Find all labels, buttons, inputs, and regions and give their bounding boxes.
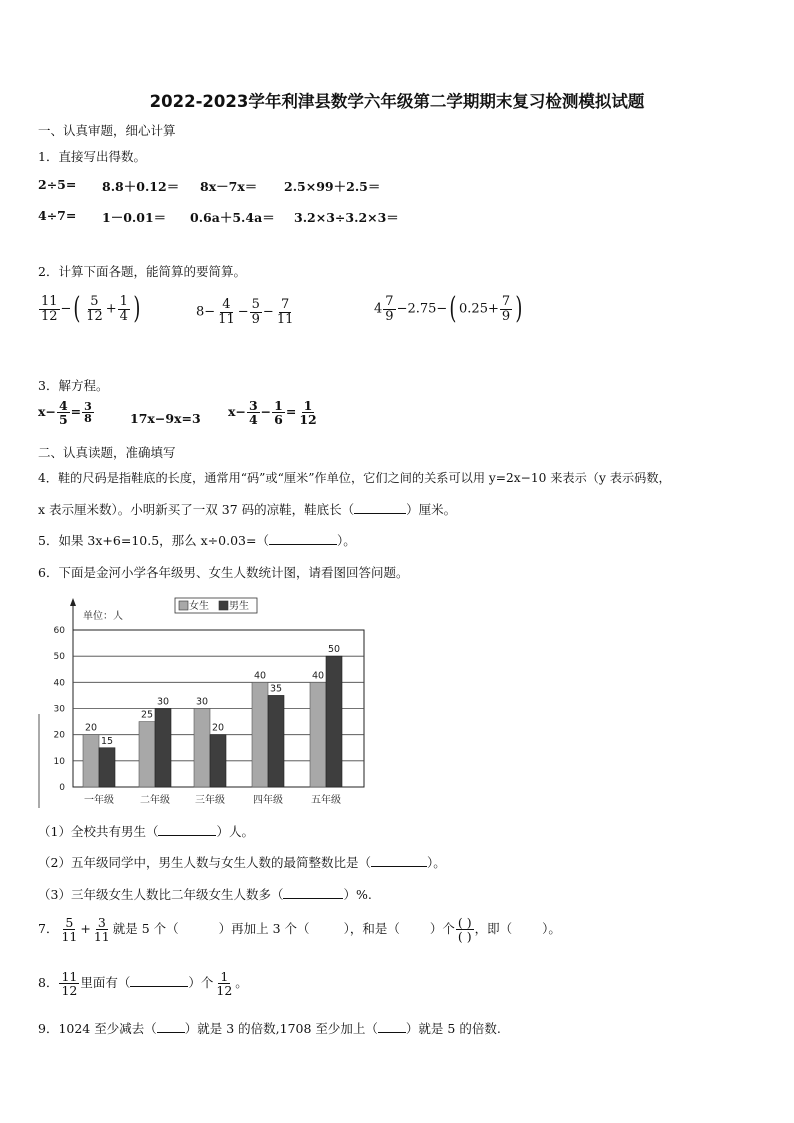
answer-blank[interactable] (158, 835, 216, 836)
question-1-label: 1．直接写出得数。 (38, 149, 146, 164)
legend-label-girls: 女生 (189, 601, 209, 612)
question-7: 7． $\frac{5}{11}$ + $\frac{3}{11}$ 就是 5 个（ ）再加上 3 个（ ），和是（ ）个 $\frac{( )}{( )}$ ，即（ ）。 (38, 915, 561, 945)
bar-girls (83, 735, 99, 787)
q1-r2-c2: 1－0.01＝ (102, 210, 167, 225)
bar-girls (252, 682, 268, 787)
question-2-label: 2．计算下面各题，能简算的要简算。 (38, 264, 246, 279)
q3-equation-2: 17x−9x=3 (130, 411, 201, 426)
data-label-girls: 40 (253, 670, 267, 682)
y-axis-arrow (70, 598, 76, 606)
page-title: 2022-2023学年利津县数学六年级第二学期期末复习检测模拟试题 (149, 92, 645, 111)
fraction: $\frac{4}{11}$ (218, 297, 235, 327)
fraction: $\frac{11}{12}$ (41, 293, 58, 324)
legend-label-boys: 男生 (229, 601, 249, 612)
data-label-girls: 25 (140, 709, 154, 721)
answer-blank[interactable] (378, 1032, 406, 1033)
q2-expression-2: 8− $\frac{4}{11}$ − $\frac{5}{9}$ − $\frac{7}{11}$ (196, 297, 294, 327)
y-unit-label: 单位：人 (83, 611, 123, 622)
q1-r1-c2: 8.8＋0.12＝ (102, 179, 180, 194)
answer-blank[interactable] (269, 544, 337, 545)
x-tick-label: 一年级 (84, 795, 114, 806)
fraction: $\frac{11}{12}$ (61, 969, 78, 999)
section-2-heading: 二、认真读题，准确填写 (38, 445, 176, 460)
fraction: $\frac{1}{12}$ (216, 969, 233, 999)
y-tick-label: 10 (53, 756, 65, 767)
x-tick-label: 五年级 (311, 795, 341, 806)
x-tick-label: 四年级 (253, 795, 283, 806)
legend-swatch-boys (219, 601, 228, 610)
question-4-line-1: 4．鞋的尺码是指鞋底的长度，通常用“码”或“厘米”作单位，它们之间的关系可以用 y=2x−10 来表示（y 表示码数， (38, 471, 671, 485)
fraction: $\frac{3}{8}$ (84, 399, 92, 426)
bar-girls (310, 682, 326, 787)
q1-r1-c3: 8x－7x＝ (200, 179, 258, 194)
fraction: $\frac{5}{12}$ (86, 293, 103, 324)
fraction-blank[interactable]: $\frac{( )}{( )}$ (457, 915, 472, 945)
question-5: 5．如果 3x+6=10.5，那么 x÷0.03=（ ）。 (38, 533, 356, 548)
data-label-girls: 30 (195, 696, 209, 708)
data-label-boys: 30 (156, 696, 170, 708)
answer-blank[interactable] (354, 513, 406, 514)
fraction: $\frac{7}{11}$ (276, 297, 294, 327)
y-tick-label: 0 (59, 783, 65, 793)
q3-equation-3: x− $\frac{3}{4}$ − $\frac{1}{6}$ = $\frac{1}{12}$ (228, 398, 317, 428)
data-label-boys: 15 (100, 735, 114, 747)
answer-blank[interactable] (283, 898, 343, 899)
question-6-label: 6．下面是金河小学各年级男、女生人数统计图，请看图回答问题。 (38, 565, 409, 580)
question-9: 9．1024 至少减去（ ）就是 3 的倍数,1708 至少加上（ ）就是 5 的倍数. (38, 1021, 501, 1036)
fraction: $\frac{1}{4}$ (119, 293, 128, 324)
question-8: 8． $\frac{11}{12}$ 里面有（ ）个 $\frac{1}{12}$ 。 (38, 969, 248, 999)
x-tick-label: 二年级 (140, 795, 170, 806)
answer-blank[interactable] (371, 866, 427, 867)
q6-sub-3: （3）三年级女生人数比二年级女生人数多（ ）%. (38, 887, 372, 902)
data-label-boys: 20 (211, 722, 225, 734)
data-label-boys: 50 (327, 644, 341, 656)
fraction: $\frac{5}{11}$ (61, 915, 78, 945)
q6-sub-2: （2）五年级同学中，男生人数与女生人数的最简整数比是（ ）。 (38, 855, 446, 870)
question-3-label: 3．解方程。 (38, 378, 109, 393)
data-label-boys: 35 (269, 683, 283, 695)
q1-r2-c4: 3.2×3÷3.2×3＝ (294, 210, 399, 225)
bar-boys (99, 748, 115, 787)
answer-blank[interactable] (157, 1032, 185, 1033)
legend-swatch-girls (179, 601, 188, 610)
y-tick-label: 20 (53, 730, 65, 741)
fraction: $\frac{7}{9}$ (501, 293, 511, 324)
q3-equation-1: x− $\frac{4}{5}$ = $\frac{3}{8}$ (38, 398, 92, 428)
section-1-heading: 一、认真审题，细心计算 (38, 123, 176, 138)
q1-r2-c3: 0.6a＋5.4a＝ (190, 210, 275, 225)
bar-boys (268, 695, 284, 787)
q2-expression-1: $\frac{11}{12}$ −( $\frac{5}{12}$ + $\frac{1}{4}$ ) (41, 291, 141, 326)
y-tick-label: 40 (53, 678, 65, 689)
data-label-girls: 20 (84, 722, 98, 734)
y-tick-label: 30 (53, 704, 65, 715)
bar-boys (155, 709, 171, 788)
fraction: $\frac{7}{9}$ (385, 293, 394, 324)
question-4-line-2: x 表示厘米数）。小明新买了一双 37 码的凉鞋，鞋底长（ ）厘米。 (38, 502, 457, 517)
q2-expression-3: 4 $\frac{7}{9}$ −2.75−( 0.25+ $\frac{7}{9}$ ) (374, 291, 523, 326)
answer-blank[interactable] (130, 986, 188, 987)
fraction: $\frac{3}{11}$ (93, 915, 110, 945)
q1-r1-c4: 2.5×99＋2.5＝ (284, 179, 381, 194)
y-tick-label: 50 (53, 652, 65, 663)
fraction: $\frac{5}{9}$ (251, 297, 260, 327)
q1-r2-c1: 4÷7= (38, 208, 77, 223)
fraction: $\frac{3}{4}$ (248, 398, 258, 428)
x-tick-label: 三年级 (195, 795, 225, 806)
bar-boys (210, 735, 226, 787)
fraction: $\frac{1}{12}$ (299, 398, 317, 428)
bar-girls (139, 722, 155, 787)
q1-r1-c1: 2÷5= (38, 177, 77, 192)
fraction: $\frac{1}{6}$ (274, 398, 283, 428)
q6-sub-1: （1）全校共有男生（ ）人。 (38, 824, 254, 839)
bar-chart (36, 592, 376, 814)
fraction: $\frac{4}{5}$ (58, 398, 68, 428)
bar-boys (326, 656, 342, 787)
bar-girls (194, 709, 210, 788)
data-label-girls: 40 (311, 670, 325, 682)
y-tick-label: 60 (53, 626, 65, 636)
